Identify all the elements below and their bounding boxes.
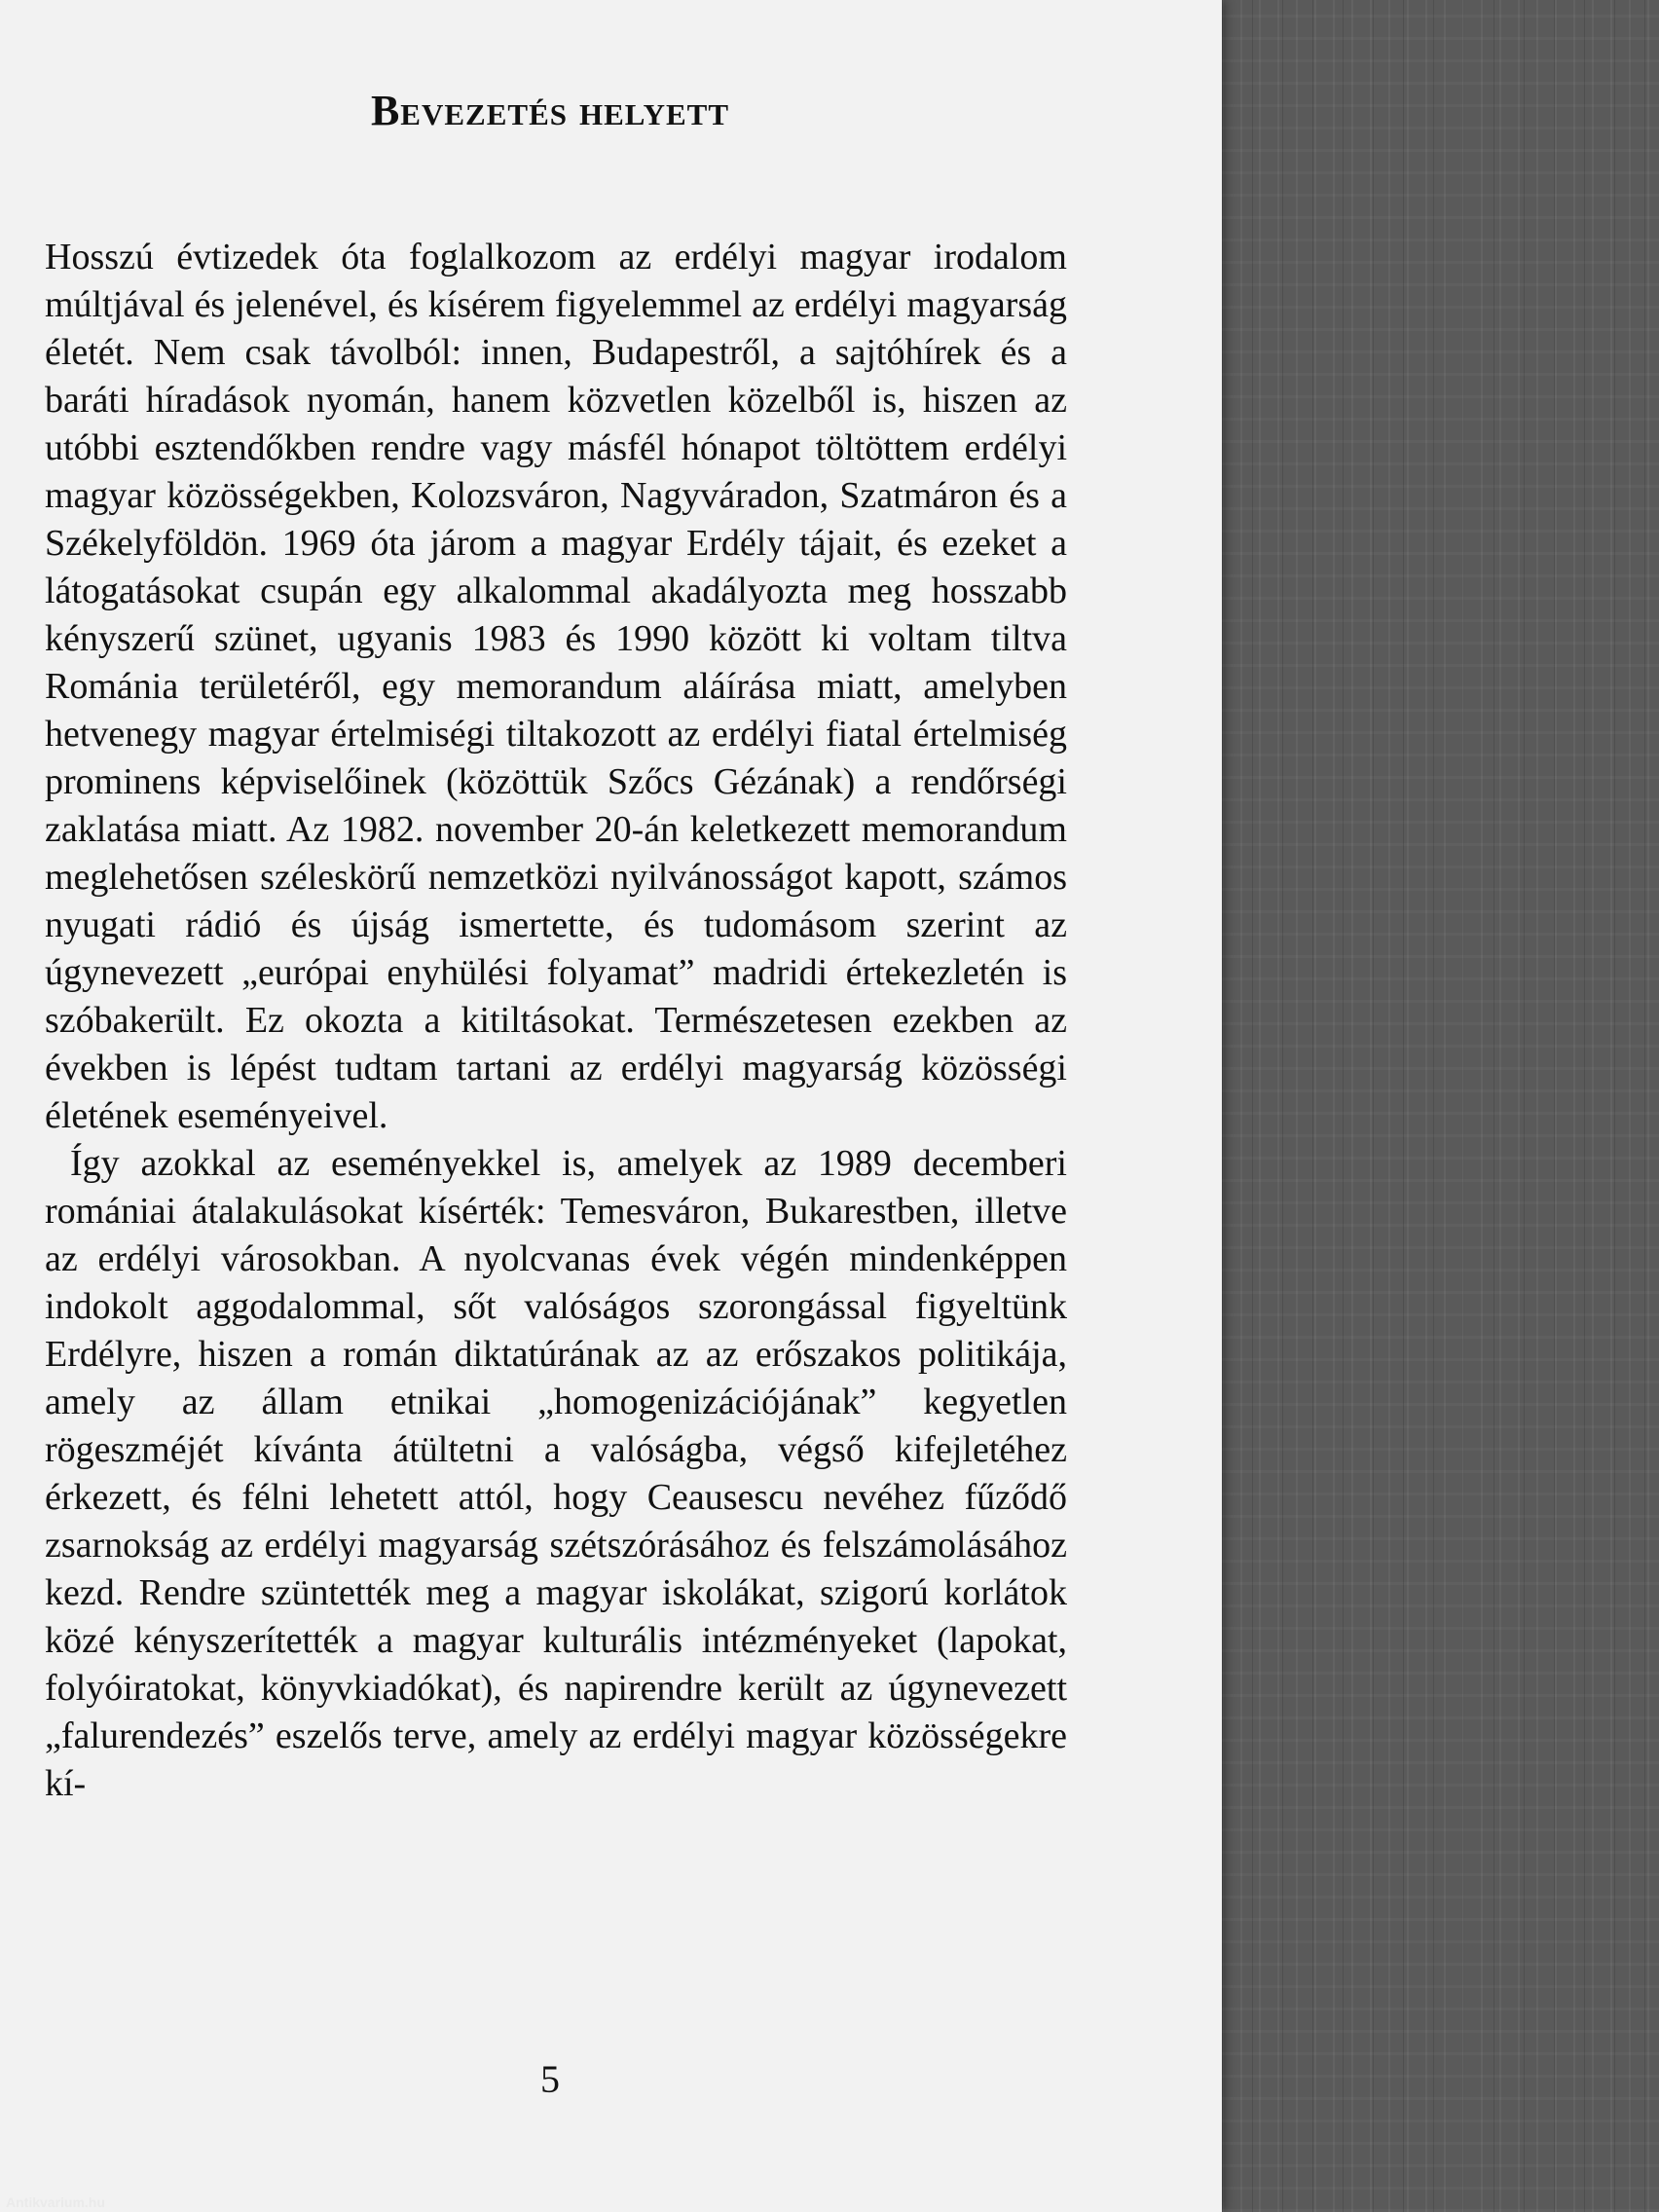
background-surface [1222, 0, 1659, 2212]
page-number: 5 [540, 2057, 560, 2101]
body-text [45, 234, 1067, 1808]
paragraph-1: Hosszú évtizedek óta foglalkozom az erdélyi magyar irodalom múltjával és jelenével, és kísérem figyelemmel az erdélyi magyarság életét. Nem csak távolból: innen, Budapestről, a sajtóhírek és a baráti híradások nyomán, hanem közvetlen közelből is, hiszen az utóbbi esztendőkben rendre vagy másfél hónapot töltöttem erdélyi magyar közösségekben, Kolozsváron, Nagyváradon, Szatmáron és a Székelyföldön. 1969 óta járom a magyar Erdély tájait, és ezeket a látogatásokat csupán egy alkalommal akadályozta meg hosszabb kényszerű szünet, ugyanis 1983 és 1990 között ki voltam tiltva Románia területéről, egy memorandum aláírása miatt, amelyben hetvenegy magyar értelmiségi tiltakozott az erdélyi fiatal értelmiség prominens képviselőinek (közöttük Szőcs Gézának) a rendőrségi zaklatása miatt. Az 1982. november 20-án keletkezett memorandum meglehetősen széleskörű nemzetközi nyilvánosságot kapott, számos nyugati rádió és újság ismertette, és tudomásom szerint az úgynevezett „európai enyhülési folyamat” madridi értekezletén is szóbakerült. Ez okozta a kitiltásokat. Természetesen ezekben az években is lépést tudtam tartani az erdélyi magyarság közösségi életének eseményeivel. [45, 237, 1067, 1136]
watermark: Antikvarium.hu [6, 2194, 105, 2210]
paragraph-2: Így azokkal az eseményekkel is, amelyek az 1989 decemberi romániai átalakulásokat kísérték: Temesváron, Bukarestben, illetve az erdélyi városokban. A nyolcvanas évek végén mindenképpen indokolt aggodalommal, sőt valóságos szorongással figyeltünk Erdélyre, hiszen a román diktatúrának az az erőszakos politikája, amely az állam etnikai „homogenizációjának” kegyetlen rögeszméjét kívánta átültetni a valóságba, végső kifejletéhez érkezett, és félni lehetett attól, hogy Ceausescu nevéhez fűződő zsarnokság az erdélyi magyarság szétszórásához és felszámolásához kezd. Rendre szüntették meg a magyar iskolákat, szigorú korlátok közé kényszerítették a magyar kulturális intézményeket (lapokat, folyóiratokat, könyvkiadókat), és napirendre került az úgynevezett „falurendezés” eszelős terve, amely az erdélyi magyar közösségekre kí- [45, 1143, 1067, 1804]
chapter-title: Bevezetés helyett [370, 87, 730, 134]
